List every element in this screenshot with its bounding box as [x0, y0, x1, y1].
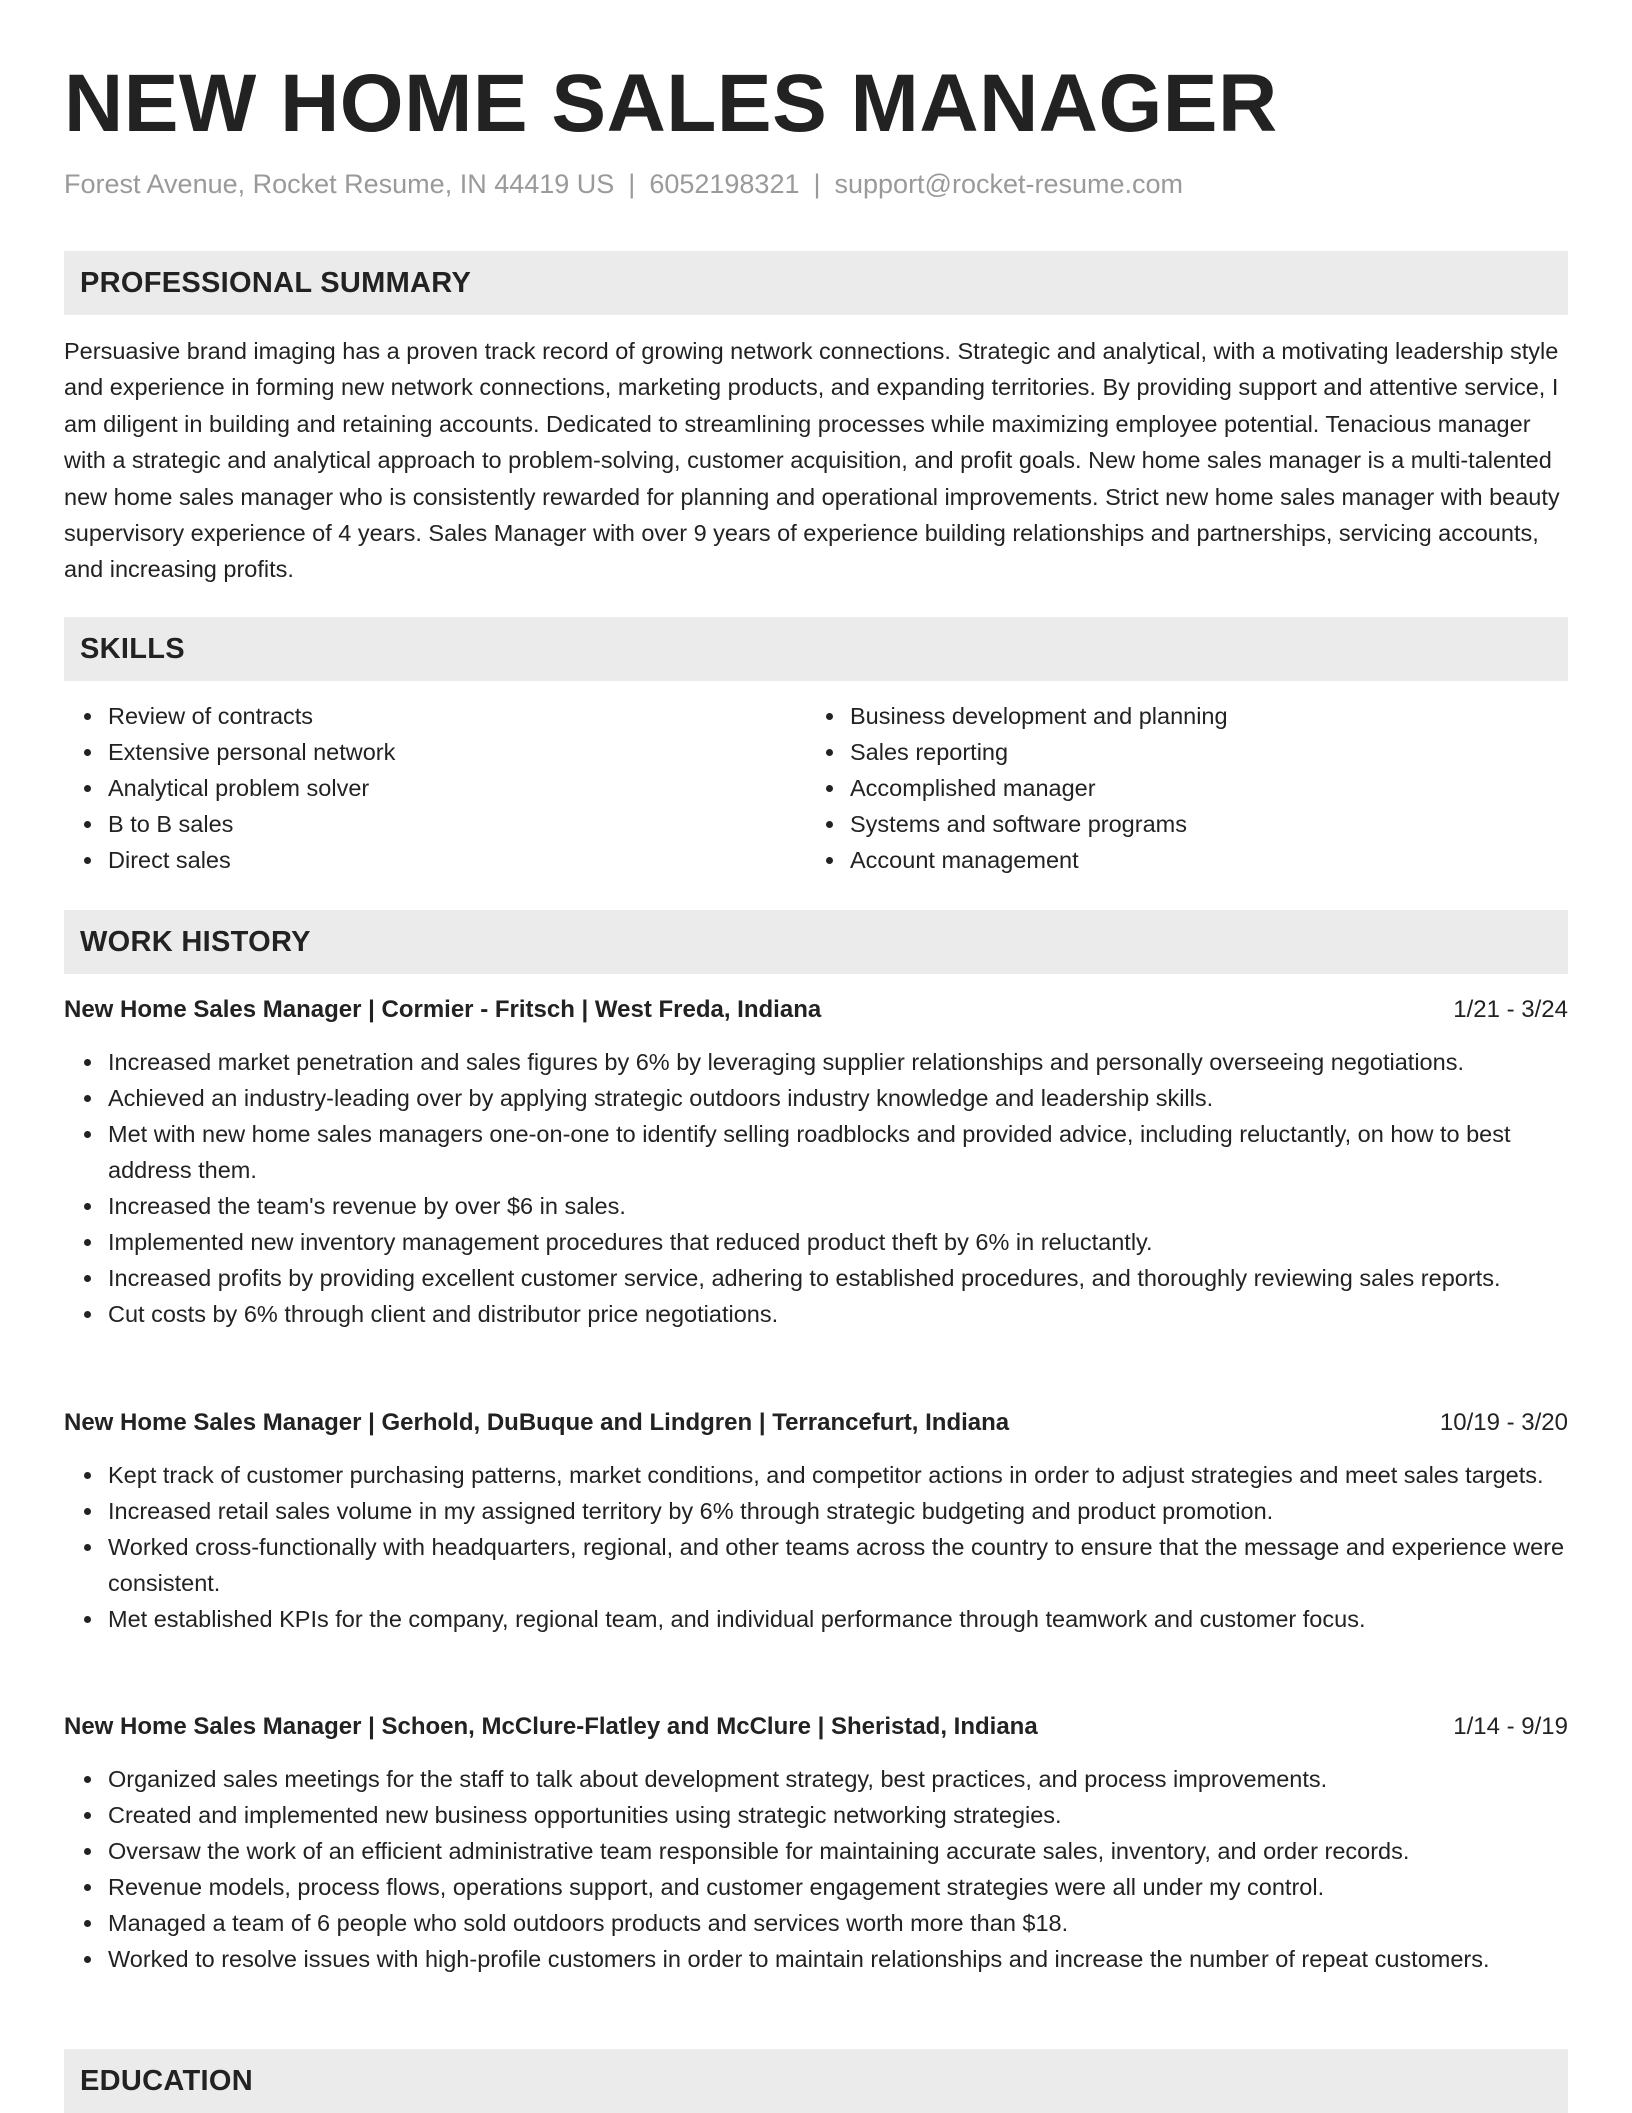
resume-name-heading: NEW HOME SALES MANAGER — [64, 58, 1278, 149]
job-entry — [64, 1405, 1568, 1637]
skill-item: Analytical problem solver — [108, 770, 806, 806]
job-bullet: Increased the team's revenue by over $6 in sales. — [108, 1188, 1568, 1224]
contact-line — [64, 166, 1183, 202]
skill-item: B to B sales — [108, 806, 806, 842]
job-bullet: Met with new home sales managers one-on-one to identify selling roadblocks and provided advice, including reluctantly, on how to best address them. — [108, 1116, 1568, 1188]
job-bullet: Worked cross-functionally with headquarters, regional, and other teams across the country to ensure that the message and experience were consistent. — [108, 1529, 1568, 1601]
skill-item: Extensive personal network — [108, 734, 806, 770]
skills-column-right — [806, 698, 1548, 878]
job-bullet: Increased market penetration and sales figures by 6% by leveraging supplier relationships and personally overseeing negotiations. — [108, 1044, 1568, 1080]
job-bullet: Cut costs by 6% through client and distributor price negotiations. — [108, 1296, 1568, 1332]
job-bullet: Organized sales meetings for the staff to talk about development strategy, best practices, and process improvements. — [108, 1761, 1568, 1797]
job-dates: 10/19 - 3/20 — [1439, 1409, 1568, 1436]
skill-item: Review of contracts — [108, 698, 806, 734]
section-header-work-history — [64, 910, 1568, 974]
job-bullet: Created and implemented new business opportunities using strategic networking strategies. — [108, 1797, 1568, 1833]
section-title: SKILLS — [80, 632, 185, 665]
section-header-summary — [64, 251, 1568, 315]
job-bullet: Increased profits by providing excellent customer service, adhering to established procedures, and thoroughly reviewing sales reports. — [108, 1260, 1568, 1296]
section-header-skills — [64, 617, 1568, 681]
job-bullets — [64, 1044, 1568, 1332]
skills-column-left — [64, 698, 806, 878]
skill-item: Accomplished manager — [850, 770, 1548, 806]
job-bullet: Achieved an industry-leading over by applying strategic outdoors industry knowledge and leadership skills. — [108, 1080, 1568, 1116]
skill-item: Business development and planning — [850, 698, 1548, 734]
skill-item: Sales reporting — [850, 734, 1548, 770]
job-header — [64, 1709, 1568, 1745]
contact-separator: | — [813, 169, 821, 199]
skill-item: Direct sales — [108, 842, 806, 878]
job-dates: 1/21 - 3/24 — [1453, 996, 1568, 1023]
job-bullet: Revenue models, process flows, operations support, and customer engagement strategies were all under my control. — [108, 1869, 1568, 1905]
job-bullet: Implemented new inventory management procedures that reduced product theft by 6% in reluctantly. — [108, 1224, 1568, 1260]
job-bullets — [64, 1761, 1568, 1977]
job-bullet: Oversaw the work of an efficient administrative team responsible for maintaining accurate sales, inventory, and order records. — [108, 1833, 1568, 1869]
summary-paragraph: Persuasive brand imaging has a proven track record of growing network connections. Strategic and analytical, with a motivating leadership style and experience in forming new network connections, marketing products, and expanding territories. By providing support and attentive service, I am diligent in building and retaining accounts. Dedicated to streamlining processes while maximizing employee potential. Tenacious manager with a strategic and analytical approach to problem-solving, customer acquisition, and profit goals. New home sales manager is a multi-talented new home sales manager who is consistently rewarded for planning and operational improvements. Strict new home sales manager with beauty supervisory experience of 4 years. Sales Manager with over 9 years of experience building relationships and partnerships, servicing accounts, and increasing profits. — [64, 338, 1560, 583]
contact-separator: | — [628, 169, 636, 199]
job-bullet: Increased retail sales volume in my assigned territory by 6% through strategic budgeting and product promotion. — [108, 1493, 1568, 1529]
skill-item: Account management — [850, 842, 1548, 878]
job-bullet: Met established KPIs for the company, regional team, and individual performance through teamwork and customer focus. — [108, 1601, 1568, 1637]
contact-address: Forest Avenue, Rocket Resume, IN 44419 US — [64, 169, 615, 199]
job-entry — [64, 992, 1568, 1332]
contact-phone: 6052198321 — [649, 169, 800, 199]
skills-list — [64, 698, 1568, 878]
section-header-education — [64, 2049, 1568, 2113]
job-header — [64, 1405, 1568, 1441]
job-dates: 1/14 - 9/19 — [1453, 1713, 1568, 1740]
skill-item: Systems and software programs — [850, 806, 1548, 842]
contact-email: support@rocket-resume.com — [834, 169, 1184, 199]
job-entry — [64, 1709, 1568, 1977]
job-bullets — [64, 1457, 1568, 1637]
job-title: New Home Sales Manager | Cormier - Fritsch | West Freda, Indiana — [64, 996, 822, 1023]
job-title: New Home Sales Manager | Schoen, McClure-Flatley and McClure | Sheristad, Indiana — [64, 1713, 1038, 1740]
job-bullet: Managed a team of 6 people who sold outdoors products and services worth more than $18. — [108, 1905, 1568, 1941]
job-bullet: Worked to resolve issues with high-profile customers in order to maintain relationships and increase the number of repeat customers. — [108, 1941, 1568, 1977]
job-title: New Home Sales Manager | Gerhold, DuBuque and Lindgren | Terrancefurt, Indiana — [64, 1409, 1010, 1436]
section-title: EDUCATION — [80, 2064, 253, 2097]
job-header — [64, 992, 1568, 1028]
section-title: WORK HISTORY — [80, 925, 311, 958]
job-bullet: Kept track of customer purchasing patterns, market conditions, and competitor actions in order to adjust strategies and meet sales targets. — [108, 1457, 1568, 1493]
section-title: PROFESSIONAL SUMMARY — [80, 266, 472, 299]
